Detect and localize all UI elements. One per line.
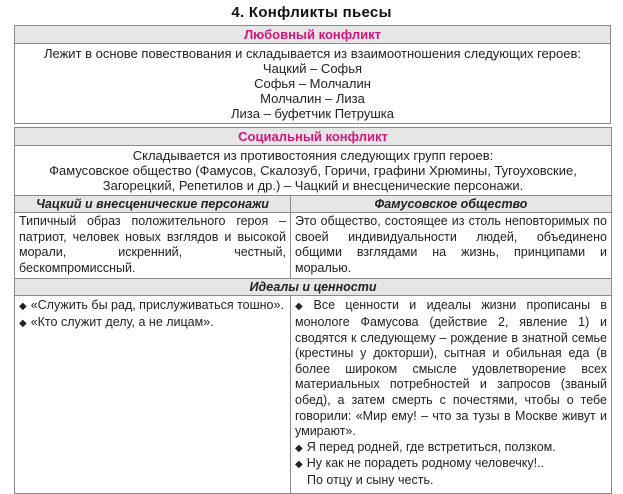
love-pair: Молчалин – Лиза: [260, 91, 365, 106]
ideal-item: [295, 440, 607, 457]
famusov-ideals: [291, 296, 612, 493]
quote-text: «Служить бы рад, прислуживаться тошно».: [30, 298, 284, 313]
ideal-continuation: По отцу и сыну честь.: [307, 472, 434, 487]
love-pair: Софья – Молчалин: [254, 76, 371, 91]
diamond-bullet-icon: ◆: [295, 301, 310, 313]
diamond-bullet-icon: ◆: [295, 459, 303, 471]
page-title: 4. Конфликты пьесы: [231, 4, 392, 21]
ideal-text: Ну как не порадеть родному человечку!..: [306, 456, 545, 471]
chatsky-column-header: Чацкий и внесценические персонажи: [15, 196, 291, 213]
famusov-description: Это общество, состоящее из столь неповторимых по своей индивидуальности людей, объединено общими взглядами на жизнь, принципами и моралью.: [291, 213, 612, 279]
quote-item: [19, 298, 286, 315]
social-intro-line: Складывается из противостояния следующих групп героев:: [132, 148, 494, 163]
social-intro-line: Загорецкий, Репетилов и др.) – Чацкий и внесценические персонажи.: [102, 178, 524, 193]
ideal-item: [295, 456, 607, 473]
quote-text: «Кто служит делу, а не лицам».: [30, 314, 214, 329]
social-conflict-heading: Социальный конфликт: [15, 128, 612, 146]
chatsky-description: Типичный образ положительного героя – патриот, человек новых взглядов и высокой морали, искренний, честный, бескомпромиссный.: [15, 213, 291, 279]
ideals-header: Идеалы и ценности: [15, 279, 612, 296]
diamond-bullet-icon: ◆: [295, 442, 303, 454]
social-conflict-table: [14, 127, 612, 494]
quote-item: [19, 315, 286, 332]
social-conflict-intro: [15, 146, 612, 196]
love-conflict-table: [14, 25, 611, 124]
famusov-column-header: Фамусовское общество: [291, 196, 612, 213]
love-conflict-heading: Любовный конфликт: [15, 26, 611, 44]
chatsky-ideals: [15, 296, 291, 493]
ideal-item: [295, 298, 607, 439]
love-intro: Лежит в основе повествования и складывается из взаимоотношения следующих героев:: [44, 46, 581, 61]
social-intro-line: Фамусовское общество (Фамусов, Скалозуб, Горичи, графини Хрюмины, Тугоуховские,: [49, 163, 577, 178]
love-pair: Чацкий – Софья: [262, 61, 363, 76]
love-conflict-body: [15, 44, 611, 124]
ideal-text: Все ценности и идеалы жизни прописаны в монологе Фамусова (действие 2, явление 1) и сводятся к следующему – рождение в знатной семье (крестины у докторши), сытная и обильная еда (в более широком смысле удовлетворение всех материальных потребностей и запросов (званый обед), а затем смерть с почестями, чтобы о тебе говорили: «Мир ему! – что за тузы в Москве живут и умирают».: [295, 298, 607, 439]
diamond-bullet-icon: ◆: [19, 317, 27, 329]
ideal-text: Я перед родней, где встретиться, ползком.: [306, 439, 556, 454]
diamond-bullet-icon: ◆: [19, 301, 27, 313]
love-pair: Лиза – буфетчик Петрушка: [230, 106, 395, 121]
